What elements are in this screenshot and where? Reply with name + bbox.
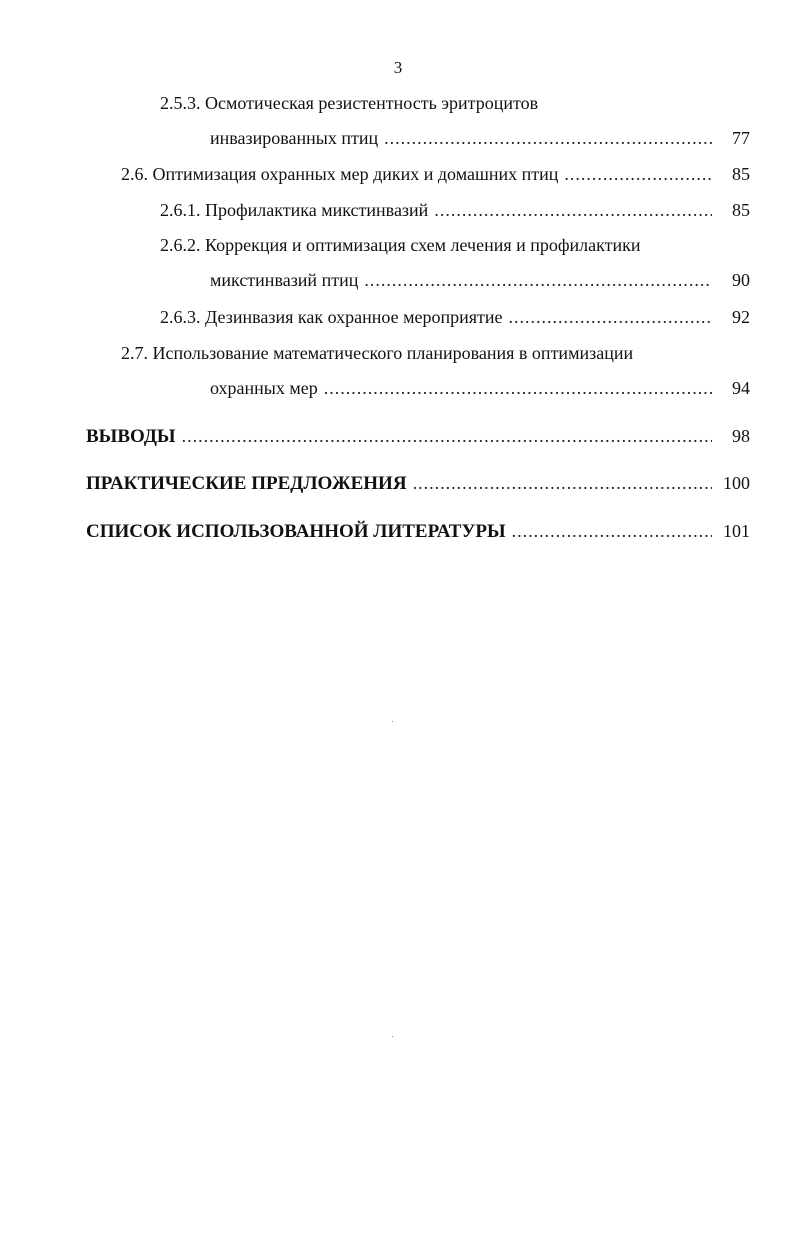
- toc-entry-2-5-3[interactable]: [210, 126, 750, 150]
- toc-entry-2-7-heading: 2.7. Использование математического планирования в оптимизации: [121, 343, 634, 363]
- toc-page-number: 100: [723, 473, 750, 493]
- toc-entry-label: ВЫВОДЫ: [86, 426, 176, 447]
- dot-leader: [434, 198, 712, 222]
- toc-entry-2-5-3-heading: 2.5.3. Осмотическая резистентность эритроцитов: [160, 93, 539, 113]
- toc-entry-references[interactable]: [86, 519, 750, 544]
- dot-leader: [364, 268, 712, 292]
- toc-entry-2-6-3[interactable]: [160, 305, 750, 329]
- dot-leader: [384, 126, 712, 150]
- toc-entry-label: 2.6.3. Дезинвазия как охранное мероприятие: [160, 307, 503, 327]
- toc-entry-2-6-2[interactable]: [210, 268, 750, 292]
- dot-leader: [564, 162, 712, 186]
- toc-entry-2-6-1[interactable]: [160, 198, 750, 222]
- dot-leader: [509, 305, 713, 329]
- toc-page-number: 85: [732, 164, 750, 184]
- dot-leader: [413, 471, 712, 495]
- toc-entry-label: 2.6. Оптимизация охранных мер диких и домашних птиц: [121, 164, 559, 184]
- toc-page-number: 94: [732, 378, 750, 398]
- toc-entry-label: инвазированных птиц: [210, 128, 379, 148]
- scan-speck: [392, 1036, 393, 1037]
- toc-entry-practical-proposals[interactable]: [86, 471, 750, 496]
- toc-entry-2-7[interactable]: [210, 376, 750, 400]
- toc-entry-2-6[interactable]: [121, 162, 750, 186]
- dot-leader: [324, 376, 712, 400]
- toc-entry-2-6-2-heading: 2.6.2. Коррекция и оптимизация схем лечения и профилактики: [160, 235, 641, 255]
- scan-speck: [392, 721, 393, 722]
- toc-entry-conclusions[interactable]: [86, 424, 750, 449]
- toc-page-number: 77: [732, 128, 750, 148]
- toc-entry-label: 2.6.1. Профилактика микстинвазий: [160, 200, 429, 220]
- page-number: 3: [393, 58, 403, 77]
- toc-entry-label: микстинвазий птиц: [210, 270, 359, 290]
- dot-leader: [182, 424, 712, 448]
- dot-leader: [512, 519, 712, 543]
- toc-page-number: 98: [732, 426, 750, 446]
- toc-page-number: 90: [732, 270, 750, 290]
- toc-entry-label: охранных мер: [210, 378, 318, 398]
- toc-entry-label: СПИСОК ИСПОЛЬЗОВАННОЙ ЛИТЕРАТУРЫ: [86, 521, 506, 542]
- toc-page-number: 92: [732, 307, 750, 327]
- toc-page-number: 101: [723, 521, 750, 541]
- toc-page-number: 85: [732, 200, 750, 220]
- toc-entry-label: ПРАКТИЧЕСКИЕ ПРЕДЛОЖЕНИЯ: [86, 473, 407, 494]
